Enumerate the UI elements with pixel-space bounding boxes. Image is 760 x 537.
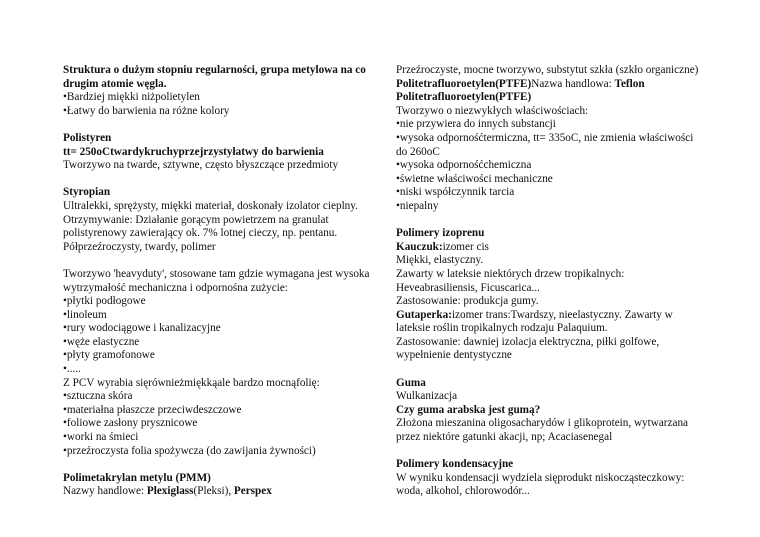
- bullet-item: •wysoka odpornośćchemiczna: [396, 159, 532, 172]
- kauczuk-label: Kauczuk:: [396, 240, 443, 253]
- text-line: Tworzywo na twarde, sztywne, często błyszczące przedmioty: [63, 159, 339, 172]
- text-line: przez niektóre gatunki akacji, np; Acaciasenegal: [396, 431, 613, 444]
- bullet-item: •rury wodociągowe i kanalizacyjne: [63, 322, 221, 335]
- bullet-item: •świetne właściwości mechaniczne: [396, 172, 553, 185]
- section-title: drugim atomie węgla.: [63, 77, 167, 90]
- text-line: Otrzymywanie: Działanie gorącym powietrzem na granulat: [63, 213, 329, 226]
- trade-name-suffix: (Pleksi),: [193, 485, 234, 498]
- guma-heading: Guma: [396, 376, 426, 389]
- bullet-item: •linoleum: [63, 308, 107, 321]
- bullet-item: •wysoka odpornośćtermiczna, tt= 335oC, nie zmienia właściwości: [396, 131, 694, 144]
- trade-name-plexiglass: Plexiglass: [146, 485, 194, 498]
- text-line: do 260oC: [396, 145, 440, 158]
- bullet-item: •niepalny: [396, 199, 439, 212]
- bullet-item: •węże elastyczne: [63, 335, 140, 348]
- trade-names-prefix: Nazwy handlowe:: [63, 485, 147, 498]
- text-line: Miękki, elastyczny.: [396, 254, 484, 267]
- trade-names-line: [63, 485, 373, 499]
- gutaperka-line: [396, 309, 716, 323]
- bullet-item: •Łatwy do barwienia na różne kolory: [63, 104, 230, 117]
- izopren-heading: Polimery izoprenu: [396, 227, 485, 240]
- text-line: polistyrenowy zawierający ok. 7% lotnej cieczy, np. pentanu.: [63, 227, 338, 240]
- text-line: Ultralekki, sprężysty, miękki materiał, doskonały izolator cieplny.: [63, 199, 358, 212]
- text-line: lateksie roślin tropikalnych rodzaju Palaquium.: [396, 322, 608, 335]
- bullet-item: •przeźroczysta folia spożywcza (do zawijania żywności): [63, 444, 316, 457]
- text-line: Przeźroczyste, mocne tworzywo, substytut szkła (szkło organiczne): [396, 64, 699, 76]
- trade-name-perspex: Perspex: [233, 485, 272, 498]
- right-column: [396, 64, 716, 499]
- left-column: [63, 64, 373, 499]
- bullet-item: •nie przywiera do innych substancji: [396, 118, 556, 131]
- text-line: Półprzeźroczysty, twardy, polimer: [63, 240, 216, 253]
- kauczuk-text: izomer cis: [442, 240, 489, 253]
- bullet-item: •niski współczynnik tarcia: [396, 186, 515, 199]
- guma-question: Czy guma arabska jest gumą?: [396, 403, 541, 416]
- gutaperka-label: Gutaperka:: [396, 308, 452, 321]
- bullet-item: •Bardziej miękki niżpolietylen: [63, 91, 200, 104]
- bullet-item: •.....: [63, 363, 81, 376]
- bullet-item: •płyty gramofonowe: [63, 349, 155, 362]
- text-line: W wyniku kondensacji wydziela sięprodukt niskocząsteczkowy:: [396, 471, 685, 484]
- text-line: Złożona mieszanina oligosacharydów i glikoprotein, wytwarzana: [396, 417, 689, 430]
- kondensacyjne-heading: Polimery kondensacyjne: [396, 458, 514, 471]
- text-line: Z PCV wyrabia sięrównieżmiękkąale bardzo mocnąfolię:: [63, 376, 320, 389]
- ptfe-heading: Politetrafluoroetylen(PTFE): [396, 77, 532, 90]
- text-line: wypełnienie dentystyczne: [396, 349, 512, 362]
- ptfe-heading: Politetrafluoroetylen(PTFE): [396, 91, 532, 104]
- section-title: Struktura o dużym stopniu regularności, grupa metylowa na co: [63, 64, 366, 76]
- text-line: Tworzywo 'heavyduty', stosowane tam gdzie wymagana jest wysoka: [63, 267, 370, 280]
- text-line: Tworzywo o niezwykłych właściwościach:: [396, 104, 589, 117]
- text-line: Heveabrasiliensis, Ficuscarica...: [396, 281, 540, 294]
- text-line: Zawarty w lateksie niektórych drzew tropikalnych:: [396, 267, 625, 280]
- bullet-item: •materiałna płaszcze przeciwdeszczowe: [63, 403, 242, 416]
- bullet-item: •foliowe zasłony prysznicowe: [63, 417, 198, 430]
- kauczuk-line: [396, 241, 716, 255]
- text-line: Wulkanizacja: [396, 390, 458, 403]
- styropian-heading: Styropian: [63, 186, 111, 199]
- trade-name-teflon: Teflon: [614, 77, 645, 90]
- polistyren-heading: Polistyren: [63, 131, 112, 144]
- text-line: woda, alkohol, chlorowodór...: [396, 485, 530, 498]
- gutaperka-text: izomer trans:Twardszy, nieelastyczny. Zawarty w: [451, 308, 673, 321]
- bullet-item: •płytki podłogowe: [63, 295, 146, 308]
- trade-name-prefix: Nazwa handlowa:: [531, 77, 615, 90]
- ptfe-trade-line: [396, 78, 716, 92]
- text-line: Zastosowanie: dawniej izolacja elektryczna, piłki golfowe,: [396, 335, 660, 348]
- text-line: Zastosowanie: produkcja gumy.: [396, 295, 539, 308]
- polistyren-properties: tt= 250oCtwardykruchyprzejrzystyłatwy do barwienia: [63, 145, 324, 158]
- bullet-item: •sztuczna skóra: [63, 390, 133, 403]
- bullet-item: •worki na śmieci: [63, 431, 139, 444]
- pmm-heading: Polimetakrylan metylu (PMM): [63, 471, 211, 484]
- text-line: wytrzymałość mechaniczna i odpornośna zużycie:: [63, 281, 288, 294]
